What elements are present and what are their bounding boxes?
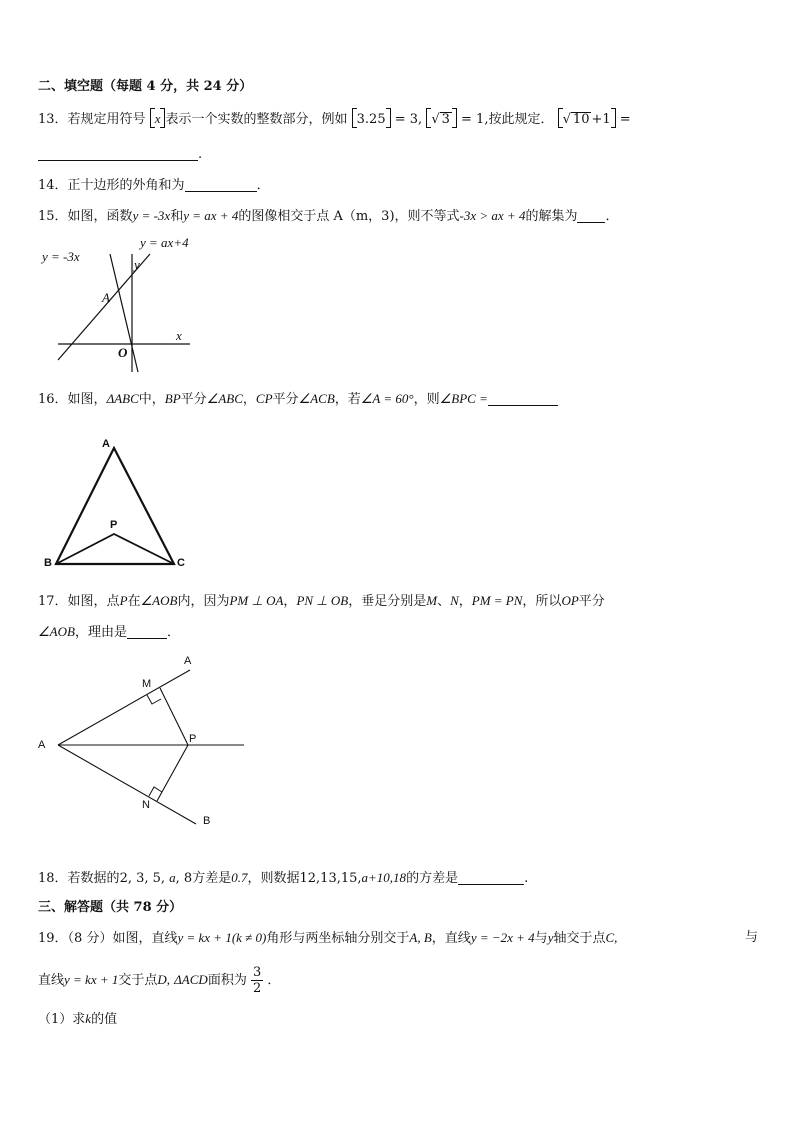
q16-figure [38,430,198,575]
question-19-line2: 直线y = kx + 1交于点D, ΔACD面积为 $\frac{3}{2}$ ． [38,965,281,996]
answer-blank[interactable] [577,208,605,223]
q13-text: 若规定用符号 [67,112,146,127]
point-m-label: M [142,678,152,690]
section-title: 二、填空题（每题 4 分，共 24 分） [38,79,253,94]
q17-figure [30,650,260,832]
answer-blank[interactable] [488,391,558,406]
vertex-b-label: B [44,557,52,569]
section-title: 三、解答题（共 78 分） [38,900,183,915]
question-13: 13．若规定用符号 x 表示一个实数的整数部分，例如 3.25 = 3, √ 3 = 1,按此规定． √ 10 +1 = [38,108,631,129]
origin-label: O [118,345,128,360]
q19-part1: （1）求k的值 [38,1011,118,1027]
ray-ob [58,745,196,824]
answer-blank[interactable] [127,624,167,639]
question-number: 13． [38,112,68,127]
vertex-o-label: A [38,739,46,751]
question-16: 16．如图，ΔABC中，BP平分∠ABC，CP平分∠ACB，若∠A = 60°，则∠BPC = [38,390,558,409]
label-line2: y = ax+4 [140,235,189,250]
vertex-a-label: A [102,438,110,450]
point-a-label: A [184,655,192,667]
q15-figure [38,232,208,377]
question-18: 18．若数据的2, 3, 5, a, 8方差是0.7，则数据12,13,15,a+10,18的方差是 . [38,870,529,886]
question-number: 14． [38,178,68,193]
right-angle-m [147,695,161,704]
segment-pn [157,745,188,801]
triangle-abc [56,448,174,564]
point-p-label: P [110,519,118,531]
q13-answer-line: . [38,146,202,164]
point-n-label: N [142,799,150,811]
y-axis-label: y [134,257,140,272]
question-number: 18． [38,871,68,886]
ray-oa [58,670,190,745]
question-15: 15．如图，函数y = -3x和y = ax + 4的图像相交于点 A（m，3)，则不等式-3x > ax + 4的解集为 ． [38,208,619,224]
question-number: 16． [38,392,68,407]
label-line1: y = -3x [42,249,80,264]
q13-example2: 3 [441,112,450,127]
answer-blank[interactable] [38,146,198,161]
answer-blank[interactable] [185,177,257,192]
question-number: 15． [38,209,68,224]
q13-query-root: 10 [572,112,590,127]
question-19: 19．（8 分）如图，直线y = kx + 1(k ≠ 0)角形与两坐标轴分别交于A, B，直线y = −2x + 4与y轴交于点C, 与 [38,930,758,946]
answer-blank[interactable] [458,870,524,885]
question-number: 17． [38,594,68,609]
question-14: 14．正十边形的外角和为 ． [38,178,270,193]
question-17-line2: ∠AOB，理由是 ． [38,624,180,640]
point-p-label: P [189,733,197,745]
vertex-c-label: C [177,557,185,569]
bisectors-bp-cp [56,534,174,564]
point-b-label: B [203,815,211,827]
x-axis-label: x [176,328,182,343]
q13-example1: 3.25 [356,112,386,127]
area-fraction: $\frac{3}{2}$ [252,965,262,996]
q13-symbol: x [154,111,161,126]
question-17: 17．如图，点P在∠AOB内，因为PM ⊥ OA，PN ⊥ OB，垂足分别是M、N，PM = PN，所以OP平分 [38,593,605,609]
segment-pm [160,688,188,745]
point-a-label: A [102,290,110,305]
question-number: 19．（8 分） [38,931,113,946]
